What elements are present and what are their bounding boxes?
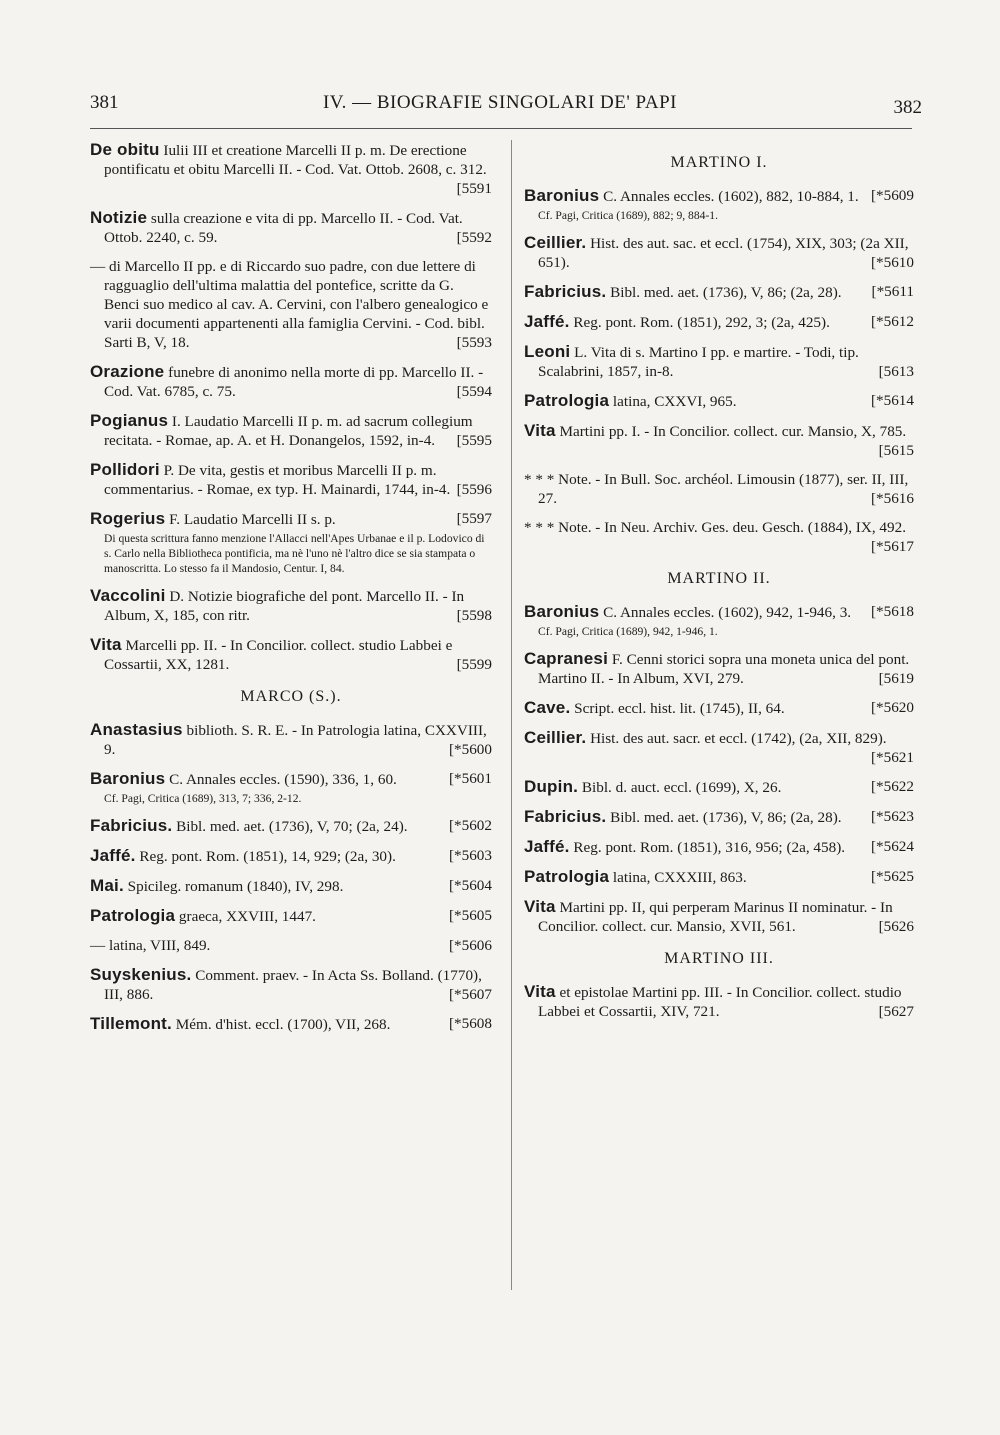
entry-text: Hist. des aut. sac. et eccl. (1754), XIX, 303; (2a XII, 651). — [538, 235, 909, 271]
entry-text: C. Annales eccles. (1590), 336, 1, 60. — [165, 771, 397, 788]
bibliography-entry — [524, 867, 914, 887]
entry-author: Patrologia — [90, 906, 176, 925]
entry-text: Reg. pont. Rom. (1851), 14, 929; (2a, 30). — [135, 848, 396, 865]
entry-text: Comment. praev. - In Acta Ss. Bolland. (1770), III, 886. — [104, 967, 482, 1003]
entry-author: Patrologia — [524, 391, 610, 410]
entry-number: [*5625 — [870, 868, 914, 885]
bibliography-entry — [90, 635, 492, 674]
bibliography-entry — [524, 982, 914, 1021]
entry-author: Patrologia — [524, 867, 610, 886]
entry-text: — di Marcello II pp. e di Riccardo suo padre, con due lettere di ragguaglio dell'ultima malattia del pontefice, scritte da G. Benci suo medico al cav. A. Cervini, con l'albero genealogico e varii documenti appartenenti alla famiglia Cervini. - Cod. bibl. Sarti B, V, 18. — [90, 258, 489, 351]
entry-number: [*5601 — [448, 770, 492, 787]
bibliography-entry — [524, 391, 914, 411]
entry-number: [*5622 — [870, 778, 914, 795]
entry-author: Notizie — [90, 208, 148, 227]
bibliography-entry — [524, 837, 914, 857]
entry-text: D. Notizie biografiche del pont. Marcello II. - In Album, X, 185, con ritr. — [104, 588, 465, 624]
entry-text: * * * Note. - In Bull. Soc. archéol. Limousin (1877), ser. II, III, 27. — [524, 471, 909, 507]
entry-number: [5615 — [878, 442, 914, 459]
bibliography-entry — [90, 769, 492, 806]
entry-number: [*5606 — [448, 937, 492, 954]
section-heading: MARTINO I. — [670, 154, 768, 171]
header-rule — [90, 128, 912, 129]
entry-text: Marcelli pp. II. - In Concilior. collect. studio Labbei e Cossartii, XX, 1281. — [104, 637, 453, 673]
entry-number: [*5600 — [448, 741, 492, 758]
entry-text: sulla creazione e vita di pp. Marcello II. - Cod. Vat. Ottob. 2240, c. 59. — [104, 210, 463, 246]
entry-text: Reg. pont. Rom. (1851), 316, 956; (2a, 458). — [569, 839, 846, 856]
entry-author: Rogerius — [90, 509, 166, 528]
entry-number: [5626 — [878, 918, 914, 935]
entry-text: Mém. d'hist. eccl. (1700), VII, 268. — [171, 1016, 391, 1033]
entry-number: [*5602 — [448, 817, 492, 834]
entry-author: Jaffé. — [524, 837, 570, 856]
entry-number: [*5603 — [448, 847, 492, 864]
bibliography-entry — [524, 807, 914, 827]
bibliography-entry — [90, 362, 492, 401]
entry-author: Jaffé. — [90, 846, 136, 865]
entry-text: et epistolae Martini pp. III. - In Concilior. collect. studio Labbei et Cossartii, XIV, 721. — [538, 984, 902, 1020]
bibliography-entry — [524, 186, 914, 223]
entry-text: Martini pp. II, qui perperam Marinus II nominatur. - In Concilior. collect. cur. Mansio, XVII, 561. — [538, 899, 893, 935]
entry-number: [5627 — [878, 1003, 914, 1020]
bibliography-entry — [90, 208, 492, 247]
entry-author: Ceillier. — [524, 728, 587, 747]
entry-author: Cave. — [524, 698, 571, 717]
entry-number: [*5611 — [871, 283, 914, 300]
entry-number: [5613 — [878, 363, 914, 380]
entry-number: [*5620 — [870, 699, 914, 716]
entry-text: L. Vita di s. Martino I pp. e martire. - Todi, tip. Scalabrini, 1857, in-8. — [538, 344, 859, 380]
bibliography-entry — [90, 816, 492, 836]
entry-number: [*5624 — [870, 838, 914, 855]
entry-text: Reg. pont. Rom. (1851), 292, 3; (2a, 425). — [569, 314, 830, 331]
running-head — [90, 92, 922, 122]
bibliography-entry — [90, 257, 492, 352]
entry-number: [5599 — [456, 656, 492, 673]
bibliography-entry — [524, 897, 914, 936]
entry-text: F. Laudatio Marcelli II s. p. — [165, 511, 336, 528]
section-heading: MARTINO II. — [667, 570, 771, 587]
bibliography-entry — [90, 906, 492, 926]
entry-text: graeca, XXVIII, 1447. — [175, 908, 316, 925]
entry-number: [*5618 — [870, 603, 914, 620]
entry-author: Ceillier. — [524, 233, 587, 252]
column-divider — [511, 140, 512, 1290]
entry-text: * * * Note. - In Neu. Archiv. Ges. deu. Gesch. (1884), IX, 492. — [524, 519, 906, 536]
bibliography-entry — [90, 846, 492, 866]
entry-number: [*5623 — [870, 808, 914, 825]
bibliography-entry — [524, 421, 914, 460]
entry-number: [*5604 — [448, 877, 492, 894]
entry-author: Baronius — [90, 769, 166, 788]
entry-author: Tillemont. — [90, 1014, 172, 1033]
entry-author: Vita — [524, 897, 556, 916]
entry-text: latina, CXXVI, 965. — [609, 393, 737, 410]
entry-number: [5619 — [878, 670, 914, 687]
entry-author: Leoni — [524, 342, 571, 361]
bibliography-entry — [524, 312, 914, 332]
entry-number: [5593 — [456, 334, 492, 351]
entry-number: [*5612 — [870, 313, 914, 330]
entry-number: [*5617 — [870, 538, 914, 555]
bibliography-entry — [524, 518, 914, 556]
entry-text: F. Cenni storici sopra una moneta unica del pont. Martino II. - In Album, XVI, 279. — [538, 651, 910, 687]
entry-author: Anastasius — [90, 720, 183, 739]
entry-text: Hist. des aut. sacr. et eccl. (1742), (2a, XII, 829). — [586, 730, 887, 747]
bibliography-entry — [524, 728, 914, 767]
bibliography-entry — [90, 586, 492, 625]
entry-author: Vita — [524, 421, 556, 440]
entry-author: Jaffé. — [524, 312, 570, 331]
bibliography-entry — [524, 602, 914, 639]
entry-author: Vita — [524, 982, 556, 1001]
entry-text: biblioth. S. R. E. - In Patrologia latina, CXXVIII, 9. — [104, 722, 487, 758]
entry-number: [*5608 — [448, 1015, 492, 1032]
entry-number: [*5621 — [870, 749, 914, 766]
bibliography-entry — [90, 509, 492, 576]
entry-author: Baronius — [524, 186, 600, 205]
entry-number: [*5614 — [870, 392, 914, 409]
bibliography-entry — [524, 777, 914, 797]
entry-note: Cf. Pagi, Critica (1689), 313, 7; 336, 2-12. — [104, 792, 302, 805]
entry-author: Baronius — [524, 602, 600, 621]
bibliography-entry — [90, 140, 492, 198]
entry-author: Fabricius. — [90, 816, 173, 835]
entry-text: Bibl. med. aet. (1736), V, 70; (2a, 24). — [172, 818, 408, 835]
entry-note: Cf. Pagi, Critica (1689), 942, 1-946, 1. — [538, 625, 718, 638]
entry-author: Fabricius. — [524, 282, 607, 301]
entry-text: Script. eccl. hist. lit. (1745), II, 64. — [570, 700, 785, 717]
entry-text: Spicileg. romanum (1840), IV, 298. — [123, 878, 344, 895]
entry-number: [*5610 — [870, 254, 914, 271]
entry-author: Vaccolini — [90, 586, 166, 605]
entry-text: latina, CXXXIII, 863. — [609, 869, 747, 886]
entry-text: C. Annales eccles. (1602), 942, 1-946, 3. — [599, 604, 852, 621]
bibliography-entry — [90, 876, 492, 896]
entry-author: De obitu — [90, 140, 160, 159]
entry-number: [*5607 — [448, 986, 492, 1003]
bibliography-entry — [90, 936, 492, 955]
bibliography-entry — [90, 965, 492, 1004]
page-title: IV. — BIOGRAFIE SINGOLARI DE' PAPI — [322, 92, 677, 113]
entry-text: C. Annales eccles. (1602), 882, 10-884, 1. — [599, 188, 859, 205]
bibliography-entry — [524, 698, 914, 718]
entry-number: [5596 — [456, 481, 492, 498]
bibliography-entry — [524, 342, 914, 381]
entry-number: [5592 — [456, 229, 492, 246]
entry-author: Orazione — [90, 362, 165, 381]
entry-text: Bibl. med. aet. (1736), V, 86; (2a, 28). — [606, 284, 842, 301]
entry-author: Pogianus — [90, 411, 169, 430]
page-number-left: 381 — [90, 92, 119, 113]
entry-number: [*5609 — [870, 187, 914, 204]
entry-text: Bibl. med. aet. (1736), V, 86; (2a, 28). — [606, 809, 842, 826]
section-heading: MARTINO III. — [664, 950, 774, 967]
entry-note: Cf. Pagi, Critica (1689), 882; 9, 884-1. — [538, 209, 719, 222]
section-heading: MARCO (S.). — [240, 688, 342, 705]
entry-number: [5595 — [456, 432, 492, 449]
entry-text: Iulii III et creatione Marcelli II p. m. De erectione pontificatu et obitu Marcelli II. - Cod. Vat. Ottob. 2608, c. 312. — [104, 142, 487, 178]
bibliography-entry — [524, 649, 914, 688]
entry-text: — latina, VIII, 849. — [90, 937, 211, 954]
bibliography-entry — [90, 1014, 492, 1034]
bibliography-entry — [90, 460, 492, 499]
entry-author: Fabricius. — [524, 807, 607, 826]
entry-number: [5591 — [456, 180, 492, 197]
bibliography-entry — [524, 233, 914, 272]
entry-text: I. Laudatio Marcelli II p. m. ad sacrum collegium recitata. - Romae, ap. A. et H. Donangelos, 1592, in-4. — [104, 413, 473, 449]
entry-author: Capranesi — [524, 649, 609, 668]
page-number-right: 382 — [893, 97, 922, 118]
entry-number: [5597 — [456, 510, 492, 527]
entry-text: Bibl. d. auct. eccl. (1699), X, 26. — [578, 779, 782, 796]
entry-author: Vita — [90, 635, 122, 654]
entry-text: P. De vita, gestis et moribus Marcelli II p. m. commentarius. - Romae, ex typ. H. Mainardi, 1744, in-4. — [104, 462, 451, 498]
entry-author: Dupin. — [524, 777, 579, 796]
entry-author: Pollidori — [90, 460, 160, 479]
entry-text: Martini pp. I. - In Concilior. collect. cur. Mansio, X, 785. — [555, 423, 907, 440]
entry-text: funebre di anonimo nella morte di pp. Marcello II. - Cod. Vat. 6785, c. 75. — [104, 364, 484, 400]
bibliography-entry — [90, 720, 492, 759]
bibliography-entry — [524, 282, 914, 302]
bibliography-entry — [90, 411, 492, 450]
right-column — [524, 140, 914, 1031]
entry-note: Di questa scrittura fanno menzione l'Allacci nell'Apes Urbanae e il p. Lodovico di s. Carlo nella Bibliotheca pontificia, ma nè l'uno nè l'altro dice se sia stampata o manoscritta. Lo stesso fa il Mandosio, Centur. I, 84. — [104, 532, 485, 575]
entry-number: [5594 — [456, 383, 492, 400]
left-column — [90, 140, 492, 1044]
entry-number: [*5616 — [870, 490, 914, 507]
entry-author: Suyskenius. — [90, 965, 192, 984]
bibliography-entry — [524, 470, 914, 508]
entry-author: Mai. — [90, 876, 124, 895]
entry-number: [*5605 — [448, 907, 492, 924]
entry-number: [5598 — [456, 607, 492, 624]
